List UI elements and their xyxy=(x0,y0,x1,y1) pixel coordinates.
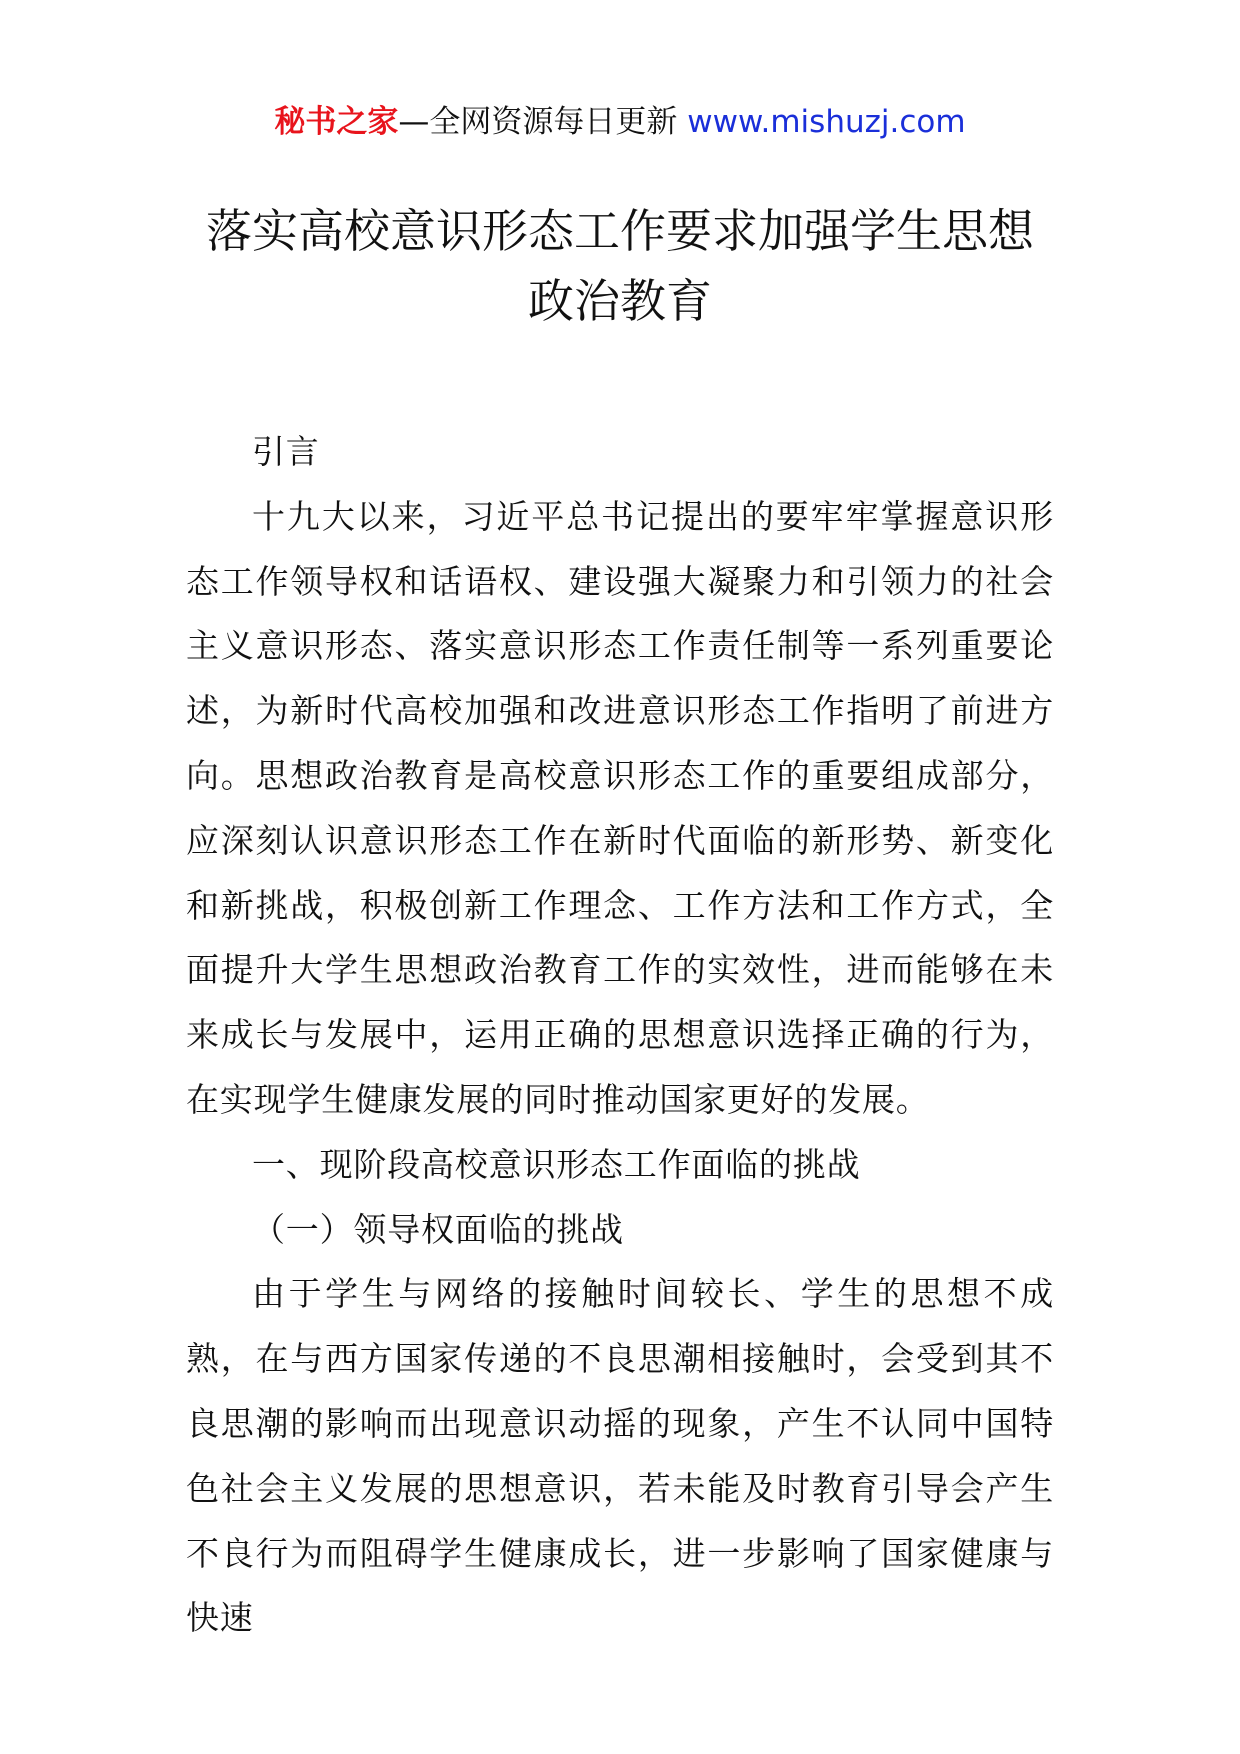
brand-name: 秘书之家 xyxy=(274,104,399,140)
section-heading: 一、现阶段高校意识形态工作面临的挑战 xyxy=(252,1144,861,1184)
title-line-2: 政治教育 xyxy=(528,274,712,328)
website-link[interactable]: www.mishuzj.com xyxy=(687,104,966,140)
document-title xyxy=(180,196,1060,336)
body-paragraph: 十九大以来，习近平总书记提出的要牢牢掌握意识形态工作领导权和话语权、建设强大凝聚力和引领力的社会主义意识形态、落实意识形态工作责任制等一系列重要论述，为新时代高校加强和改进意识形态工作指明了前进方向。思想政治教育是高校意识形态工作的重要组成部分，应深刻认识意识形态工作在新时代面临的新形势、新变化和新挑战，积极创新工作理念、工作方法和工作方式，全面提升大学生思想政治教育工作的实效性，进而能够在未来成长与发展中，运用正确的思想意识选择正确的行为，在实现学生健康发展的同时推动国家更好的发展。 xyxy=(186,496,1054,1119)
document-body xyxy=(186,420,1054,1651)
body-paragraph: 由于学生与网络的接触时间较长、学生的思想不成熟，在与西方国家传递的不良思潮相接触时，会受到其不良思潮的影响而出现意识动摇的现象，产生不认同中国特色社会主义发展的思想意识，若未能及时教育引导会产生不良行为而阻碍学生健康成长，进一步影响了国家健康与快速 xyxy=(186,1274,1054,1638)
subsection-heading: （一）领导权面临的挑战 xyxy=(252,1209,624,1249)
title-line-1: 落实高校意识形态工作要求加强学生思想 xyxy=(206,204,1034,258)
section-heading-intro: 引言 xyxy=(252,432,320,471)
header-slogan: —全网资源每日更新 xyxy=(398,104,678,140)
page-header xyxy=(0,100,1240,144)
